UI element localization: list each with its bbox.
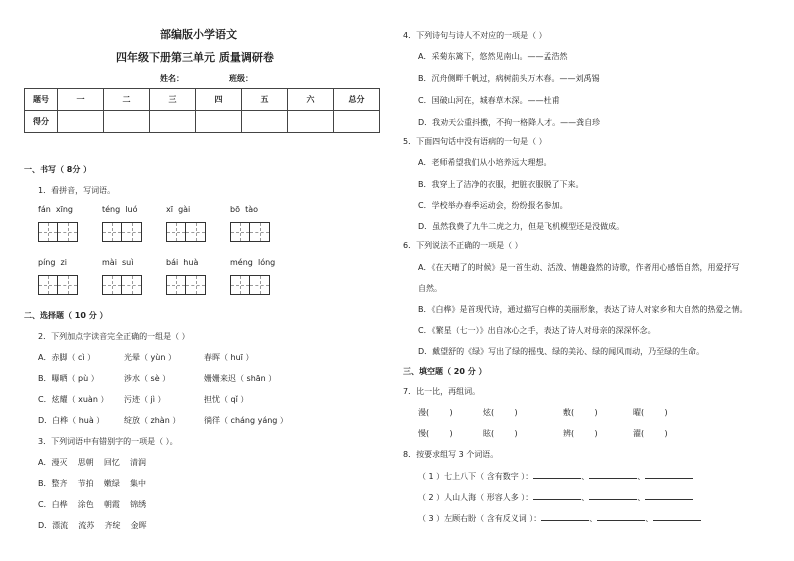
q5-option: A．老师希望我们从小培养远大理想。 [418,158,552,167]
q2-option: 绽放（ zhàn ） [124,416,181,425]
q4-option: B．沉舟侧畔千帆过，病树前头万木春。——刘禹锡 [418,74,600,83]
answer-blank[interactable] [533,491,581,500]
q2-option: B．曝晒（ pù ） [38,374,99,383]
writing-grid[interactable] [166,275,206,295]
q6-option: 自然。 [418,284,442,293]
q2-option: 光晕（ yùn ） [124,353,176,362]
question-7: 7．比一比，再组词。 [403,387,481,396]
q2-option: 徜徉（ cháng yáng ） [204,416,288,425]
q7-item[interactable]: 辨( ) [563,429,598,438]
q3-option: D．漂流 流苏 齐绽 金晖 [38,521,147,530]
score-header: 题号 [25,89,58,111]
score-cell[interactable] [196,111,242,133]
q3-option: B．整齐 节拍 嫩绿 集中 [38,479,147,488]
score-table [24,88,380,133]
score-row-label: 得分 [25,111,58,133]
answer-blank[interactable] [589,470,637,479]
score-header: 二 [104,89,150,111]
writing-grid[interactable] [38,275,78,295]
score-header: 三 [150,89,196,111]
writing-grid[interactable] [102,222,142,242]
q2-option: D．白桦（ huà ） [38,416,105,425]
q2-option: 春晖（ huī ） [204,353,254,362]
pinyin-row-1 [38,205,298,245]
pinyin: bō tào [230,205,259,214]
answer-blank[interactable] [541,512,589,521]
class-label: 班级： [229,74,253,83]
q5-option: B．我穿上了洁净的衣服，把脏衣服脱了下来。 [418,180,584,189]
answer-blank[interactable] [533,470,581,479]
writing-grid[interactable] [230,222,270,242]
q6-option: D．戴望舒的《绿》写出了绿的摇曳、绿的美沁、绿的闻风而动，乃至绿的生命。 [418,347,705,356]
question-2: 2．下列加点字读音完全正确的一组是（ ） [38,332,190,341]
q2-option: 污迹（ jì ） [124,395,166,404]
q4-option: C．国破山河在，城春草木深。——杜甫 [418,96,560,105]
q8-item: （ 2 ）人山人海（ 形容人多 ）： 、 、 [418,491,693,503]
q4-option: D．我劝天公重抖擞，不拘一格降人才。——龚自珍 [418,118,601,127]
section-1-heading: 一、书写（ 8分 ） [24,165,92,174]
page-subtitle: 四年级下册第三单元 质量调研卷 [116,51,274,64]
score-header: 五 [242,89,288,111]
q8-prompt: （ 1 ）七上八下（ 含有数字 ）： [418,472,534,481]
q5-option: C．学校举办春季运动会，纷纷报名参加。 [418,201,568,210]
question-4: 4．下列诗句与诗人不对应的一项是（ ） [403,31,547,40]
q7-item[interactable]: 炫( ) [483,408,518,417]
writing-grid[interactable] [166,222,206,242]
pinyin: méng lóng [230,258,276,267]
section-3-heading: 三、填空题（ 20 分 ） [403,367,487,376]
score-header: 四 [196,89,242,111]
writing-grid[interactable] [230,275,270,295]
q3-option: A．漫灭 思朝 回忆 清润 [38,458,146,467]
q2-option: A．赤脚（ cì ） [38,353,96,362]
q7-item[interactable]: 敷( ) [563,408,598,417]
question-5: 5．下面四句话中没有语病的一句是（ ） [403,137,547,146]
q7-item[interactable]: 濯( ) [633,429,668,438]
answer-blank[interactable] [589,491,637,500]
section-2-heading: 二、选择题（ 10 分 ） [24,311,108,320]
question-6: 6．下列说法不正确的一项是（ ） [403,241,523,250]
pinyin: fán xīng [38,205,73,214]
writing-grid[interactable] [38,222,78,242]
score-header: 总分 [334,89,380,111]
q3-option: C．白桦 涂色 朝霞 锦绣 [38,500,147,509]
writing-grid[interactable] [102,275,142,295]
q7-item[interactable]: 漫( ) [418,408,453,417]
score-cell[interactable] [334,111,380,133]
score-cell[interactable] [150,111,196,133]
q4-option: A．采菊东篱下，悠然见南山。——孟浩然 [418,52,568,61]
q8-item: （ 3 ）左顾右盼（ 含有反义词 ）： 、 、 [418,512,701,524]
pinyin: mài suì [102,258,134,267]
question-1: 1．看拼音，写词语。 [38,186,116,195]
score-cell[interactable] [288,111,334,133]
answer-blank[interactable] [653,512,701,521]
answer-blank[interactable] [645,470,693,479]
pinyin: xī gài [166,205,191,214]
q8-prompt: （ 2 ）人山人海（ 形容人多 ）： [418,493,534,502]
name-label: 姓名： [160,74,184,83]
q2-option: C．炫耀（ xuàn ） [38,395,109,404]
score-cell[interactable] [58,111,104,133]
q7-item[interactable]: 曜( ) [633,408,668,417]
q6-option: A．《在天晴了的时候》是一首生动、活泼、情趣盎然的诗歌，作者用心感悟自然，用爱抒写 [418,263,740,272]
pinyin: téng luó [102,205,138,214]
answer-blank[interactable] [597,512,645,521]
score-cell[interactable] [104,111,150,133]
page-title: 部编版小学语文 [160,28,237,41]
pinyin-row-2 [38,258,298,298]
q6-option: B．《白桦》是首现代诗，通过描写白桦的美丽形象，表达了诗人对家乡和大自然的热爱之情。 [418,305,748,314]
q7-item[interactable]: 慢( ) [418,429,453,438]
question-3: 3．下列词语中有错别字的一项是（ ）。 [38,437,178,446]
q2-option: 担忧（ qǐ ） [204,395,249,404]
q2-option: 姗姗来迟（ shān ） [204,374,277,383]
pinyin: bái huà [166,258,199,267]
q2-option: 涉水（ sè ） [124,374,171,383]
question-8: 8．按要求组写 3 个词语。 [403,450,499,459]
q8-prompt: （ 3 ）左顾右盼（ 含有反义词 ）： [418,514,542,523]
q8-item: （ 1 ）七上八下（ 含有数字 ）： 、 、 [418,470,693,482]
answer-blank[interactable] [645,491,693,500]
q6-option: C．《繁星（七一）》出自冰心之手，表达了诗人对母亲的深深怀念。 [418,326,656,335]
pinyin: píng zi [38,258,67,267]
score-header: 一 [58,89,104,111]
score-header: 六 [288,89,334,111]
score-cell[interactable] [242,111,288,133]
q5-option: D．虽然我费了九牛二虎之力，但是飞机模型还是没做成。 [418,222,625,231]
q7-item[interactable]: 眩( ) [483,429,518,438]
